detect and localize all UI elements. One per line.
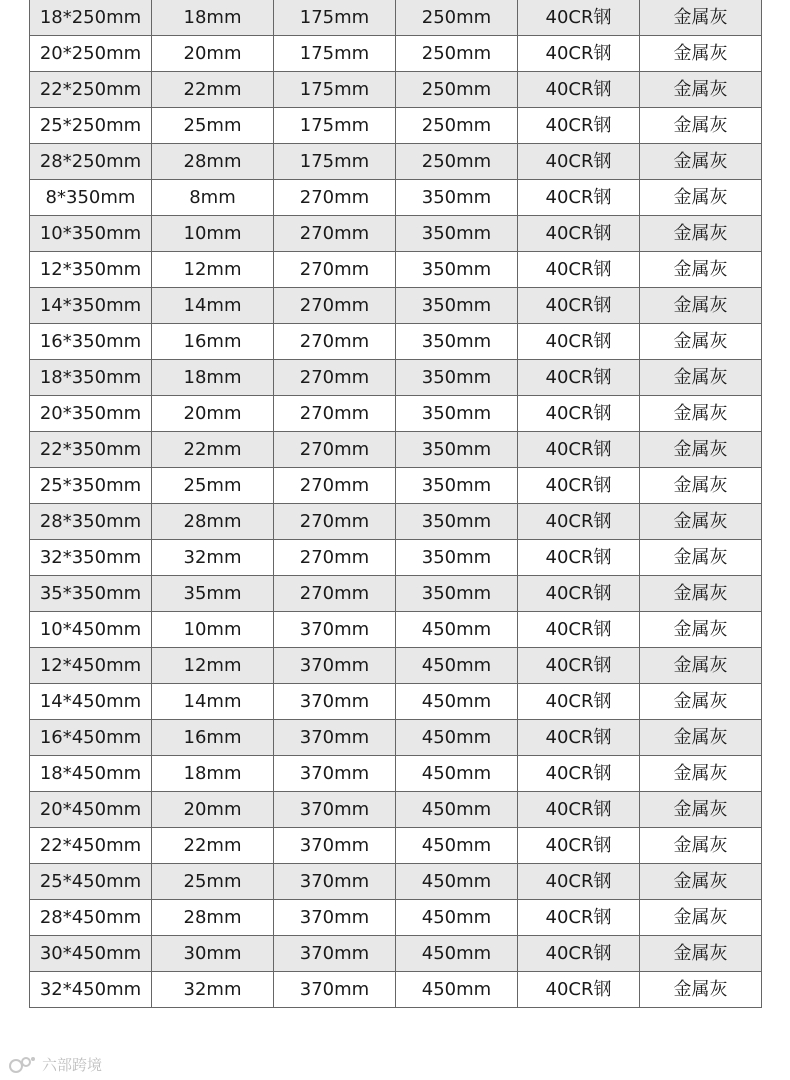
table-row bbox=[30, 504, 762, 540]
length-a-cell: 270mm bbox=[274, 324, 396, 360]
length-a-cell: 370mm bbox=[274, 900, 396, 936]
diameter-cell: 30mm bbox=[152, 936, 274, 972]
color-cell: 金属灰 bbox=[640, 828, 762, 864]
material-cell: 40CR钢 bbox=[518, 180, 640, 216]
spec-cell: 25*350mm bbox=[30, 468, 152, 504]
spec-cell: 14*350mm bbox=[30, 288, 152, 324]
material-cell: 40CR钢 bbox=[518, 144, 640, 180]
diameter-cell: 28mm bbox=[152, 900, 274, 936]
diameter-cell: 22mm bbox=[152, 432, 274, 468]
color-cell: 金属灰 bbox=[640, 108, 762, 144]
length-b-cell: 450mm bbox=[396, 900, 518, 936]
length-b-cell: 350mm bbox=[396, 180, 518, 216]
table-row bbox=[30, 720, 762, 756]
table-row bbox=[30, 576, 762, 612]
color-cell: 金属灰 bbox=[640, 792, 762, 828]
length-a-cell: 270mm bbox=[274, 180, 396, 216]
color-cell: 金属灰 bbox=[640, 720, 762, 756]
length-b-cell: 350mm bbox=[396, 288, 518, 324]
color-cell: 金属灰 bbox=[640, 72, 762, 108]
diameter-cell: 22mm bbox=[152, 72, 274, 108]
color-cell: 金属灰 bbox=[640, 324, 762, 360]
diameter-cell: 25mm bbox=[152, 468, 274, 504]
length-a-cell: 270mm bbox=[274, 504, 396, 540]
length-b-cell: 250mm bbox=[396, 36, 518, 72]
material-cell: 40CR钢 bbox=[518, 720, 640, 756]
table-row bbox=[30, 432, 762, 468]
spec-cell: 20*450mm bbox=[30, 792, 152, 828]
length-a-cell: 175mm bbox=[274, 108, 396, 144]
length-a-cell: 370mm bbox=[274, 792, 396, 828]
material-cell: 40CR钢 bbox=[518, 864, 640, 900]
material-cell: 40CR钢 bbox=[518, 108, 640, 144]
color-cell: 金属灰 bbox=[640, 756, 762, 792]
material-cell: 40CR钢 bbox=[518, 324, 640, 360]
length-a-cell: 370mm bbox=[274, 756, 396, 792]
diameter-cell: 10mm bbox=[152, 216, 274, 252]
spec-cell: 14*450mm bbox=[30, 684, 152, 720]
material-cell: 40CR钢 bbox=[518, 360, 640, 396]
length-b-cell: 450mm bbox=[396, 792, 518, 828]
spec-cell: 10*350mm bbox=[30, 216, 152, 252]
diameter-cell: 16mm bbox=[152, 720, 274, 756]
table-row bbox=[30, 756, 762, 792]
spec-cell: 25*250mm bbox=[30, 108, 152, 144]
material-cell: 40CR钢 bbox=[518, 900, 640, 936]
table-row bbox=[30, 828, 762, 864]
diameter-cell: 20mm bbox=[152, 792, 274, 828]
length-a-cell: 175mm bbox=[274, 144, 396, 180]
material-cell: 40CR钢 bbox=[518, 504, 640, 540]
material-cell: 40CR钢 bbox=[518, 72, 640, 108]
diameter-cell: 28mm bbox=[152, 504, 274, 540]
length-a-cell: 270mm bbox=[274, 360, 396, 396]
length-a-cell: 175mm bbox=[274, 0, 396, 36]
length-b-cell: 350mm bbox=[396, 576, 518, 612]
material-cell: 40CR钢 bbox=[518, 540, 640, 576]
table-row bbox=[30, 216, 762, 252]
table-row bbox=[30, 648, 762, 684]
logo-icon bbox=[8, 1055, 38, 1075]
material-cell: 40CR钢 bbox=[518, 288, 640, 324]
material-cell: 40CR钢 bbox=[518, 0, 640, 36]
diameter-cell: 14mm bbox=[152, 684, 274, 720]
material-cell: 40CR钢 bbox=[518, 792, 640, 828]
length-a-cell: 270mm bbox=[274, 576, 396, 612]
diameter-cell: 32mm bbox=[152, 540, 274, 576]
length-a-cell: 370mm bbox=[274, 864, 396, 900]
table-row bbox=[30, 72, 762, 108]
length-a-cell: 270mm bbox=[274, 216, 396, 252]
spec-table-body bbox=[30, 0, 762, 1008]
length-b-cell: 250mm bbox=[396, 0, 518, 36]
color-cell: 金属灰 bbox=[640, 864, 762, 900]
length-a-cell: 370mm bbox=[274, 648, 396, 684]
table-row bbox=[30, 540, 762, 576]
diameter-cell: 12mm bbox=[152, 648, 274, 684]
length-a-cell: 175mm bbox=[274, 36, 396, 72]
length-b-cell: 450mm bbox=[396, 684, 518, 720]
diameter-cell: 8mm bbox=[152, 180, 274, 216]
table-row bbox=[30, 108, 762, 144]
color-cell: 金属灰 bbox=[640, 648, 762, 684]
diameter-cell: 16mm bbox=[152, 324, 274, 360]
watermark-text: 六部跨境 bbox=[42, 1056, 103, 1074]
color-cell: 金属灰 bbox=[640, 936, 762, 972]
watermark bbox=[8, 1054, 102, 1075]
color-cell: 金属灰 bbox=[640, 180, 762, 216]
spec-cell: 22*350mm bbox=[30, 432, 152, 468]
material-cell: 40CR钢 bbox=[518, 936, 640, 972]
diameter-cell: 25mm bbox=[152, 864, 274, 900]
color-cell: 金属灰 bbox=[640, 540, 762, 576]
diameter-cell: 20mm bbox=[152, 396, 274, 432]
length-b-cell: 350mm bbox=[396, 540, 518, 576]
length-a-cell: 270mm bbox=[274, 540, 396, 576]
color-cell: 金属灰 bbox=[640, 504, 762, 540]
length-a-cell: 370mm bbox=[274, 936, 396, 972]
length-a-cell: 370mm bbox=[274, 720, 396, 756]
length-b-cell: 450mm bbox=[396, 828, 518, 864]
table-row bbox=[30, 864, 762, 900]
color-cell: 金属灰 bbox=[640, 360, 762, 396]
table-row bbox=[30, 252, 762, 288]
length-a-cell: 370mm bbox=[274, 828, 396, 864]
spec-cell: 30*450mm bbox=[30, 936, 152, 972]
spec-cell: 20*250mm bbox=[30, 36, 152, 72]
length-b-cell: 250mm bbox=[396, 72, 518, 108]
length-b-cell: 450mm bbox=[396, 612, 518, 648]
material-cell: 40CR钢 bbox=[518, 216, 640, 252]
spec-table bbox=[29, 0, 762, 1008]
length-b-cell: 350mm bbox=[396, 252, 518, 288]
table-row bbox=[30, 936, 762, 972]
material-cell: 40CR钢 bbox=[518, 684, 640, 720]
spec-cell: 12*350mm bbox=[30, 252, 152, 288]
diameter-cell: 18mm bbox=[152, 360, 274, 396]
spec-cell: 12*450mm bbox=[30, 648, 152, 684]
color-cell: 金属灰 bbox=[640, 900, 762, 936]
length-b-cell: 250mm bbox=[396, 144, 518, 180]
color-cell: 金属灰 bbox=[640, 144, 762, 180]
table-row bbox=[30, 684, 762, 720]
table-row bbox=[30, 612, 762, 648]
material-cell: 40CR钢 bbox=[518, 612, 640, 648]
length-a-cell: 175mm bbox=[274, 72, 396, 108]
length-b-cell: 350mm bbox=[396, 360, 518, 396]
length-b-cell: 450mm bbox=[396, 720, 518, 756]
color-cell: 金属灰 bbox=[640, 972, 762, 1008]
spec-cell: 16*450mm bbox=[30, 720, 152, 756]
length-a-cell: 370mm bbox=[274, 972, 396, 1008]
length-b-cell: 350mm bbox=[396, 468, 518, 504]
spec-cell: 25*450mm bbox=[30, 864, 152, 900]
color-cell: 金属灰 bbox=[640, 288, 762, 324]
diameter-cell: 32mm bbox=[152, 972, 274, 1008]
material-cell: 40CR钢 bbox=[518, 396, 640, 432]
length-b-cell: 450mm bbox=[396, 648, 518, 684]
table-row bbox=[30, 396, 762, 432]
table-row bbox=[30, 900, 762, 936]
length-b-cell: 450mm bbox=[396, 864, 518, 900]
length-a-cell: 270mm bbox=[274, 252, 396, 288]
table-row bbox=[30, 972, 762, 1008]
color-cell: 金属灰 bbox=[640, 252, 762, 288]
spec-cell: 22*250mm bbox=[30, 72, 152, 108]
spec-cell: 28*350mm bbox=[30, 504, 152, 540]
spec-cell: 16*350mm bbox=[30, 324, 152, 360]
table-row bbox=[30, 468, 762, 504]
diameter-cell: 20mm bbox=[152, 36, 274, 72]
length-b-cell: 450mm bbox=[396, 756, 518, 792]
spec-cell: 22*450mm bbox=[30, 828, 152, 864]
spec-cell: 8*350mm bbox=[30, 180, 152, 216]
spec-cell: 10*450mm bbox=[30, 612, 152, 648]
color-cell: 金属灰 bbox=[640, 0, 762, 36]
material-cell: 40CR钢 bbox=[518, 432, 640, 468]
length-b-cell: 350mm bbox=[396, 504, 518, 540]
color-cell: 金属灰 bbox=[640, 36, 762, 72]
spec-cell: 32*350mm bbox=[30, 540, 152, 576]
length-b-cell: 350mm bbox=[396, 432, 518, 468]
diameter-cell: 10mm bbox=[152, 612, 274, 648]
spec-cell: 20*350mm bbox=[30, 396, 152, 432]
material-cell: 40CR钢 bbox=[518, 36, 640, 72]
spec-cell: 35*350mm bbox=[30, 576, 152, 612]
table-row bbox=[30, 324, 762, 360]
color-cell: 金属灰 bbox=[640, 612, 762, 648]
color-cell: 金属灰 bbox=[640, 468, 762, 504]
material-cell: 40CR钢 bbox=[518, 972, 640, 1008]
length-b-cell: 350mm bbox=[396, 216, 518, 252]
spec-cell: 18*250mm bbox=[30, 0, 152, 36]
material-cell: 40CR钢 bbox=[518, 252, 640, 288]
spec-cell: 32*450mm bbox=[30, 972, 152, 1008]
diameter-cell: 22mm bbox=[152, 828, 274, 864]
color-cell: 金属灰 bbox=[640, 396, 762, 432]
length-a-cell: 270mm bbox=[274, 288, 396, 324]
material-cell: 40CR钢 bbox=[518, 756, 640, 792]
length-a-cell: 270mm bbox=[274, 432, 396, 468]
table-row bbox=[30, 0, 762, 36]
diameter-cell: 28mm bbox=[152, 144, 274, 180]
material-cell: 40CR钢 bbox=[518, 648, 640, 684]
length-b-cell: 350mm bbox=[396, 324, 518, 360]
length-a-cell: 370mm bbox=[274, 684, 396, 720]
table-row bbox=[30, 36, 762, 72]
length-b-cell: 250mm bbox=[396, 108, 518, 144]
length-a-cell: 370mm bbox=[274, 612, 396, 648]
length-a-cell: 270mm bbox=[274, 396, 396, 432]
material-cell: 40CR钢 bbox=[518, 468, 640, 504]
color-cell: 金属灰 bbox=[640, 432, 762, 468]
spec-cell: 18*450mm bbox=[30, 756, 152, 792]
diameter-cell: 18mm bbox=[152, 756, 274, 792]
table-row bbox=[30, 180, 762, 216]
diameter-cell: 14mm bbox=[152, 288, 274, 324]
color-cell: 金属灰 bbox=[640, 216, 762, 252]
length-b-cell: 450mm bbox=[396, 972, 518, 1008]
color-cell: 金属灰 bbox=[640, 684, 762, 720]
spec-cell: 18*350mm bbox=[30, 360, 152, 396]
diameter-cell: 25mm bbox=[152, 108, 274, 144]
spec-cell: 28*250mm bbox=[30, 144, 152, 180]
material-cell: 40CR钢 bbox=[518, 828, 640, 864]
length-b-cell: 350mm bbox=[396, 396, 518, 432]
table-row bbox=[30, 360, 762, 396]
diameter-cell: 18mm bbox=[152, 0, 274, 36]
table-row bbox=[30, 288, 762, 324]
table-row bbox=[30, 144, 762, 180]
spec-cell: 28*450mm bbox=[30, 900, 152, 936]
diameter-cell: 35mm bbox=[152, 576, 274, 612]
table-row bbox=[30, 792, 762, 828]
material-cell: 40CR钢 bbox=[518, 576, 640, 612]
length-b-cell: 450mm bbox=[396, 936, 518, 972]
length-a-cell: 270mm bbox=[274, 468, 396, 504]
color-cell: 金属灰 bbox=[640, 576, 762, 612]
diameter-cell: 12mm bbox=[152, 252, 274, 288]
